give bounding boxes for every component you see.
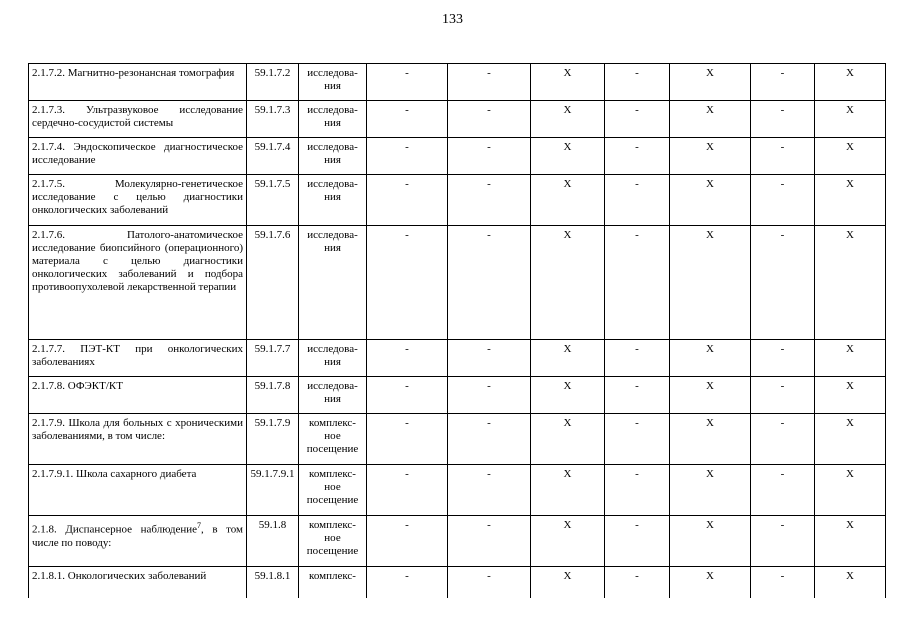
row-value-cell: - bbox=[605, 516, 670, 567]
row-value-cell: Х bbox=[531, 64, 605, 101]
row-code-cell: 59.1.7.5 bbox=[247, 175, 299, 226]
row-unit-cell: комплекс- bbox=[299, 567, 367, 599]
row-unit-cell: комплекс-ное посещение bbox=[299, 516, 367, 567]
row-code-cell: 59.1.8.1 bbox=[247, 567, 299, 599]
row-unit-cell: исследова-ния bbox=[299, 226, 367, 340]
row-value-cell: - bbox=[448, 414, 531, 465]
row-value-cell: - bbox=[367, 64, 448, 101]
row-name-cell: 2.1.7.8. ОФЭКТ/КТ bbox=[29, 377, 247, 414]
table-row bbox=[29, 516, 886, 567]
row-value-cell: - bbox=[605, 138, 670, 175]
page-number: 133 bbox=[442, 12, 463, 27]
row-value-cell: Х bbox=[531, 567, 605, 599]
row-name-cell: 2.1.7.2. Магнитно-резонансная томография bbox=[29, 64, 247, 101]
row-unit-cell: исследова-ния bbox=[299, 175, 367, 226]
row-value-cell: Х bbox=[670, 175, 751, 226]
table-row bbox=[29, 340, 886, 377]
row-value-cell: Х bbox=[815, 377, 886, 414]
row-value-cell: Х bbox=[670, 414, 751, 465]
row-name-cell: 2.1.7.9.1. Школа сахарного диабета bbox=[29, 465, 247, 516]
row-name-cell: 2.1.7.7. ПЭТ-КТ при онкологических заболеваниях bbox=[29, 340, 247, 377]
row-value-cell: - bbox=[448, 465, 531, 516]
row-value-cell: Х bbox=[815, 340, 886, 377]
row-code-cell: 59.1.7.9 bbox=[247, 414, 299, 465]
row-value-cell: - bbox=[751, 226, 815, 340]
row-value-cell: - bbox=[751, 567, 815, 599]
row-value-cell: - bbox=[751, 101, 815, 138]
row-value-cell: - bbox=[367, 465, 448, 516]
row-name-cell: 2.1.7.4. Эндоскопическое диагностическое исследование bbox=[29, 138, 247, 175]
row-value-cell: - bbox=[448, 64, 531, 101]
row-value-cell: - bbox=[448, 101, 531, 138]
row-value-cell: - bbox=[448, 340, 531, 377]
row-unit-cell: комплекс-ное посещение bbox=[299, 414, 367, 465]
row-value-cell: Х bbox=[531, 101, 605, 138]
row-value-cell: Х bbox=[815, 567, 886, 599]
row-name-cell: 2.1.7.6. Патолого-анатомическое исследование биопсийного (операционного) материала с целью диагностики онкологических заболеваний и подбора противоопухолевой лекарственной терапии bbox=[29, 226, 247, 340]
row-value-cell: Х bbox=[815, 64, 886, 101]
row-value-cell: Х bbox=[531, 226, 605, 340]
row-value-cell: - bbox=[448, 226, 531, 340]
row-value-cell: - bbox=[367, 340, 448, 377]
row-value-cell: - bbox=[448, 175, 531, 226]
row-code-cell: 59.1.7.3 bbox=[247, 101, 299, 138]
row-value-cell: - bbox=[367, 101, 448, 138]
table-body bbox=[29, 64, 886, 599]
row-value-cell: Х bbox=[815, 516, 886, 567]
row-code-cell: 59.1.8 bbox=[247, 516, 299, 567]
table-row bbox=[29, 465, 886, 516]
row-code-cell: 59.1.7.4 bbox=[247, 138, 299, 175]
row-value-cell: Х bbox=[815, 175, 886, 226]
row-value-cell: - bbox=[751, 414, 815, 465]
row-value-cell: - bbox=[448, 138, 531, 175]
row-value-cell: Х bbox=[815, 465, 886, 516]
row-value-cell: Х bbox=[531, 414, 605, 465]
table-row bbox=[29, 101, 886, 138]
row-code-cell: 59.1.7.9.1 bbox=[247, 465, 299, 516]
table-row bbox=[29, 567, 886, 599]
row-value-cell: Х bbox=[670, 101, 751, 138]
row-value-cell: - bbox=[751, 340, 815, 377]
row-name-text: 2.1.8. Диспансерное наблюдение bbox=[32, 523, 197, 536]
row-value-cell: - bbox=[605, 175, 670, 226]
row-value-cell: Х bbox=[670, 64, 751, 101]
row-value-cell: Х bbox=[531, 377, 605, 414]
row-value-cell: - bbox=[367, 138, 448, 175]
row-value-cell: Х bbox=[531, 175, 605, 226]
row-value-cell: - bbox=[605, 64, 670, 101]
row-code-cell: 59.1.7.2 bbox=[247, 64, 299, 101]
row-value-cell: Х bbox=[531, 340, 605, 377]
table-row bbox=[29, 138, 886, 175]
row-value-cell: - bbox=[448, 567, 531, 599]
table-row bbox=[29, 414, 886, 465]
row-name-cell: 2.1.7.5. Молекулярно-генетическое исследование с целью диагностики онкологических заболеваний bbox=[29, 175, 247, 226]
row-value-cell: Х bbox=[815, 138, 886, 175]
row-name-cell: 2.1.8.1. Онкологических заболеваний bbox=[29, 567, 247, 599]
row-name-cell: 2.1.7.3. Ультразвуковое исследование сердечно-сосудистой системы bbox=[29, 101, 247, 138]
row-unit-cell: исследова-ния bbox=[299, 377, 367, 414]
row-value-cell: - bbox=[751, 516, 815, 567]
row-value-cell: - bbox=[751, 138, 815, 175]
row-value-cell: - bbox=[367, 516, 448, 567]
row-value-cell: - bbox=[751, 465, 815, 516]
row-value-cell: - bbox=[367, 377, 448, 414]
row-value-cell: - bbox=[367, 226, 448, 340]
row-value-cell: - bbox=[751, 64, 815, 101]
row-value-cell: Х bbox=[531, 465, 605, 516]
row-code-cell: 59.1.7.6 bbox=[247, 226, 299, 340]
row-value-cell: - bbox=[605, 340, 670, 377]
row-unit-cell: комплекс-ное посещение bbox=[299, 465, 367, 516]
row-value-cell: Х bbox=[815, 226, 886, 340]
row-value-cell: Х bbox=[670, 377, 751, 414]
row-code-cell: 59.1.7.7 bbox=[247, 340, 299, 377]
row-value-cell: Х bbox=[531, 516, 605, 567]
row-value-cell: - bbox=[605, 567, 670, 599]
row-value-cell: Х bbox=[670, 340, 751, 377]
row-value-cell: - bbox=[605, 465, 670, 516]
row-name-tail: , в том числе по поводу: bbox=[32, 523, 243, 549]
footnote-marker: 7 bbox=[197, 521, 201, 530]
row-unit-cell: исследова-ния bbox=[299, 101, 367, 138]
table-row bbox=[29, 226, 886, 340]
row-value-cell: - bbox=[367, 414, 448, 465]
row-value-cell: Х bbox=[670, 567, 751, 599]
row-value-cell: - bbox=[605, 414, 670, 465]
row-value-cell: Х bbox=[670, 465, 751, 516]
row-name-cell: 2.1.7.9. Школа для больных с хроническими заболеваниями, в том числе: bbox=[29, 414, 247, 465]
row-value-cell: - bbox=[605, 226, 670, 340]
table-row bbox=[29, 377, 886, 414]
table-row bbox=[29, 64, 886, 101]
row-value-cell: - bbox=[751, 175, 815, 226]
row-code-cell: 59.1.7.8 bbox=[247, 377, 299, 414]
row-value-cell: Х bbox=[670, 516, 751, 567]
row-unit-cell: исследова-ния bbox=[299, 64, 367, 101]
row-unit-cell: исследова-ния bbox=[299, 138, 367, 175]
row-value-cell: - bbox=[448, 377, 531, 414]
row-value-cell: - bbox=[448, 516, 531, 567]
row-value-cell: Х bbox=[531, 138, 605, 175]
table-row bbox=[29, 175, 886, 226]
row-value-cell: Х bbox=[815, 414, 886, 465]
row-value-cell: - bbox=[605, 377, 670, 414]
row-value-cell: - bbox=[367, 175, 448, 226]
row-value-cell: Х bbox=[815, 101, 886, 138]
row-value-cell: - bbox=[751, 377, 815, 414]
row-value-cell: Х bbox=[670, 226, 751, 340]
row-value-cell: - bbox=[367, 567, 448, 599]
row-value-cell: Х bbox=[670, 138, 751, 175]
row-value-cell: - bbox=[605, 101, 670, 138]
row-name-cell bbox=[29, 516, 247, 567]
data-table bbox=[28, 63, 886, 598]
row-unit-cell: исследова-ния bbox=[299, 340, 367, 377]
